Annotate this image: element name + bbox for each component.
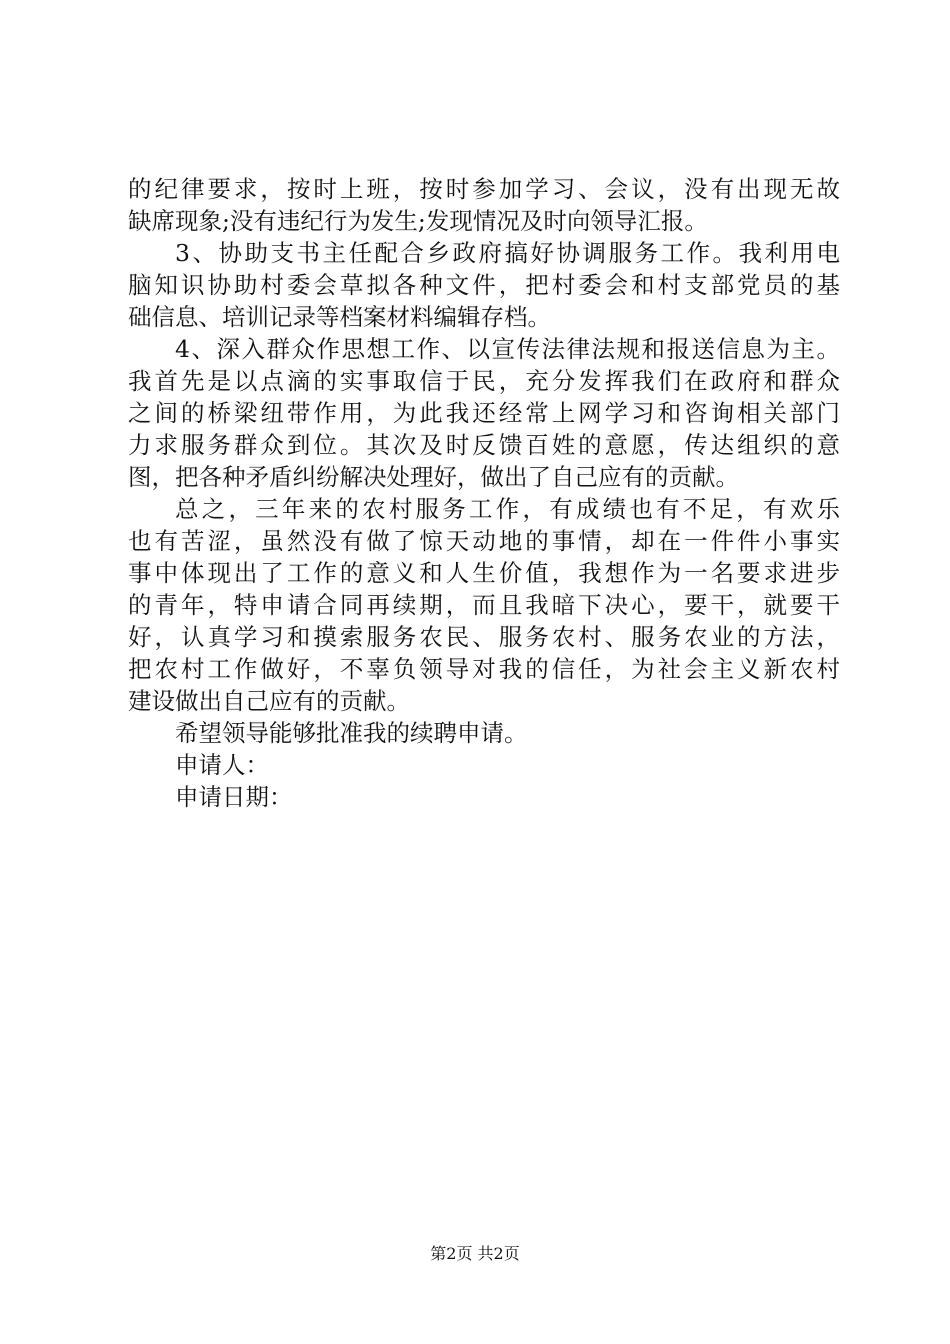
body-line: 4、深入群众作思想工作、以宣传法律法规和报送信息为主。 bbox=[175, 335, 840, 363]
body-line: 的纪律要求，按时上班，按时参加学习、会议，没有出现无故 bbox=[128, 175, 840, 203]
body-line: 之间的桥梁纽带作用，为此我还经常上网学习和咨询相关部门 bbox=[128, 399, 840, 427]
body-line: 3、协助支书主任配合乡政府搞好协调服务工作。我利用电 bbox=[175, 239, 840, 267]
body-line: 力求服务群众到位。其次及时反馈百姓的意愿，传达组织的意 bbox=[128, 431, 840, 459]
body-line: 好，认真学习和摸索服务农民、服务农村、服务农业的方法， bbox=[128, 623, 840, 651]
body-line: 事中体现出了工作的意义和人生价值，我想作为一名要求进步 bbox=[128, 559, 840, 587]
body-line: 我首先是以点滴的实事取信于民，充分发挥我们在政府和群众 bbox=[128, 367, 840, 395]
body-line: 脑知识协助村委会草拟各种文件，把村委会和村支部党员的基 bbox=[128, 271, 840, 299]
application-date-label: 申请日期： bbox=[175, 783, 293, 811]
closing-request: 希望领导能够批准我的续聘申请。 bbox=[175, 719, 528, 747]
body-line: 也有苦涩，虽然没有做了惊天动地的事情，却在一件件小事实 bbox=[128, 527, 840, 555]
page-number-footer: 第2页 共2页 bbox=[430, 1244, 520, 1263]
body-line: 总之，三年来的农村服务工作，有成绩也有不足，有欢乐 bbox=[175, 495, 840, 523]
body-line: 图，把各种矛盾纠纷解决处理好，做出了自己应有的贡献。 bbox=[128, 463, 739, 491]
body-line: 缺席现象;没有违纪行为发生;发现情况及时向领导汇报。 bbox=[128, 207, 708, 235]
body-line: 的青年，特申请合同再续期，而且我暗下决心，要干，就要干 bbox=[128, 591, 840, 619]
applicant-label: 申请人： bbox=[175, 751, 269, 779]
body-line: 建设做出自己应有的贡献。 bbox=[128, 687, 410, 715]
body-line: 把农村工作做好，不辜负领导对我的信任，为社会主义新农村 bbox=[128, 655, 840, 683]
body-line: 础信息、培训记录等档案材料编辑存档。 bbox=[128, 303, 551, 331]
document-body bbox=[128, 173, 840, 813]
